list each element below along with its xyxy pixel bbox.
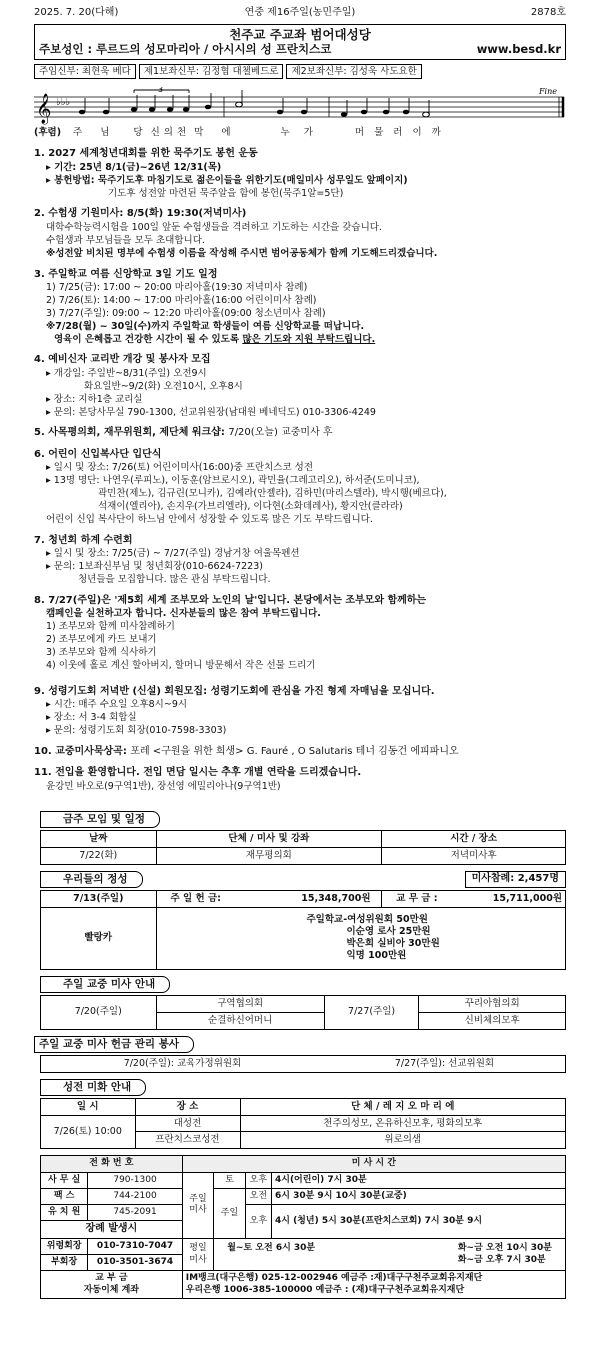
announcement-line: 곽민찬(제노), 김규린(모니카), 김예라(안젤라), 김하민(마리스텔라), 박시행(베르다), (98, 488, 447, 500)
lyric: 의 (163, 127, 173, 139)
lyric: 가 (303, 127, 313, 139)
announcement-line: ▸ 문의: 1보좌신부님 및 청년회장(010-6624-7223) (46, 561, 263, 573)
special-offering-line: 이순영 로사 25만원 (346, 926, 431, 938)
offering-table (40, 890, 566, 970)
cash-service-table (40, 1055, 566, 1073)
announcement-line: ▸ 개강일: 주일반~8/31(주일) 오전9시 (46, 367, 207, 379)
announcement-line: ▸ 일시 및 장소: 7/25(금) ~ 7/27(주일) 경남거창 여울목펜션 (46, 548, 300, 560)
table-header: 미 사 시 간 (182, 1156, 565, 1172)
table-cell: 오전 (245, 1188, 271, 1204)
issue-number: 2878호 (530, 7, 566, 18)
cleaning-table (40, 1098, 566, 1150)
announcement-7-title: 7. 청년회 하계 수련회 (34, 534, 133, 546)
table-header: 단 체 / 레 지 오 마 리 에 (240, 1098, 566, 1115)
lyric: 님 (100, 127, 110, 139)
announcement-line: 2) 조부모에게 카드 보내기 (46, 634, 157, 646)
lyric: 천 (176, 127, 187, 139)
lyric: 주 (73, 127, 83, 139)
meetings-heading: 금주 모임 및 일정 (40, 811, 160, 828)
table-header: 일 시 (41, 1098, 136, 1115)
table-cell: 사 무 실 (41, 1172, 88, 1188)
table-cell: 구역협의회 (156, 995, 324, 1012)
announcement-5-title (34, 427, 566, 440)
announcement-line: 청년들을 모집합니다. 많은 관심 부탁드립니다. (78, 574, 271, 585)
announcement-line: ▸ 봉헌방법: 묵주기도후 마침기도로 젊은이들을 위한기도(매일미사 성무일도 앞페이지) (46, 174, 408, 186)
announcement-2-title: 2. 수험생 기원미사: 8/5(화) 19:30(저녁미사) (34, 208, 247, 220)
announcement-line: ▸ 장소: 서 3-4 회합실 (46, 712, 137, 724)
special-offering-line: 주일학교-여성위원회 50만원 (306, 914, 428, 926)
announcement-line: ▸ 문의: 성령기도회 회장(010-7598-3303) (46, 725, 227, 736)
offering-amount: 15,348,700원 (257, 890, 381, 907)
lyric: 까 (431, 127, 441, 139)
announcement-line: 석재이(엘리아), 손지우(가브리엘라), 이다현(소화데레사), 황지안(클라라) (98, 501, 403, 512)
announcement-line: 1) 7/25(금): 17:00 ~ 20:00 마리아홀(19:30 저녁미사 참례) (46, 282, 308, 293)
table-cell: 재무평의회 (156, 847, 382, 864)
table-cell: 7/27(주일): 선교위원회 (324, 1055, 566, 1072)
announcement-line: ▸ 일시 및 장소: 7/26(토) 어린이미사(16:00)중 프란치스코 성전 (46, 462, 314, 474)
svg-text:3: 3 (158, 87, 164, 95)
table-cell: 7/26(토) 10:00 (41, 1115, 136, 1149)
announcement-line: 수험생과 부모님들을 모두 초대합니다. (46, 234, 205, 246)
table-header: 날짜 (41, 830, 157, 847)
svg-text:Fine: Fine (539, 87, 557, 97)
lyrics-row (34, 127, 566, 139)
announcement-line: ▸ 13명 명단: 나연우(루피노), 이동훈(암브로시오), 곽민율(그레고리오), 하서준(도미니코), (46, 475, 420, 487)
announcement-line: 2) 7/26(토): 14:00 ~ 17:00 마리아홀(16:00 어린이미사 참례) (46, 294, 317, 306)
table-cell: 7/20(주일): 교육가정위원회 (41, 1055, 324, 1072)
table-cell: 4시(어린이) 7시 30분 (271, 1172, 565, 1188)
offering-date: 7/13(주일) (41, 890, 157, 907)
announcement-4-title: 4. 예비신자 교리반 개강 및 봉사자 모집 (34, 354, 211, 366)
svg-text:𝄞: 𝄞 (36, 94, 52, 125)
table-row (41, 847, 566, 864)
pastor-assistant-1: 제1보좌신부: 김정협 대첼베드로 (139, 64, 284, 80)
special-offering-line: 익명 100만원 (346, 950, 407, 961)
table-cell: 010-7310-7047 (88, 1238, 182, 1254)
lyric: 신 (150, 127, 160, 139)
announcement-line: 대학수학능력시험을 100일 앞둔 수험생들을 격려하고 기도하는 시간을 갖습니다. (46, 221, 382, 233)
offering-heading: 우리들의 정성 (40, 871, 143, 888)
announcement-line: ▸ 문의: 본당사무실 790-1300, 선교위원장(남대원 베네딕도) 010-3306-4249 (46, 406, 376, 418)
table-row (41, 1115, 566, 1132)
table-cell: 토 (214, 1172, 246, 1188)
table-header: 시간 / 장소 (382, 830, 566, 847)
offering-label: 주 일 헌 금: (170, 892, 221, 904)
patron-saints: 주보성인 : 루르드의 성모마리아 / 아시시의 성 프란치스코 (39, 42, 332, 57)
table-cell: 프란치스코성전 (135, 1132, 240, 1149)
refrain-label: (후렴) (34, 127, 62, 139)
table-cell: 오후 (245, 1172, 271, 1188)
table-cell: 대성전 (135, 1115, 240, 1132)
table-cell: 신비체의모후 (419, 1012, 566, 1029)
table-cell: 744-2100 (88, 1188, 182, 1204)
table-cell: 위로의샘 (240, 1132, 566, 1149)
announcement-11-title: 11. 전입을 환영합니다. 전입 면담 일시는 추후 개별 연락을 드리겠습니다. (34, 767, 362, 779)
announcement-8-title: 8. 7/27(주일)은 '제5회 세계 조부모와 노인의 날'입니다. 본당에서는 조부모와 함께하는 (34, 594, 427, 606)
announcement-10-detail: 포레 <구원을 위한 희생> G. Fauré , O Salutaris 테너 김동건 에피파니오 (130, 745, 459, 757)
announcement-10-title (34, 746, 566, 759)
table-cell: 순결하신어머니 (156, 1012, 324, 1029)
announcement-5-detail: 7/20(오늘) 교중미사 후 (228, 427, 333, 439)
pastors-row (34, 64, 566, 80)
table-cell: 팩 스 (41, 1188, 88, 1204)
music-notation-icon (34, 87, 566, 125)
offering-amount: 15,711,000원 (452, 890, 565, 907)
table-cell: 7/27(주일) (324, 995, 419, 1029)
cleaning-heading: 성전 미화 안내 (40, 1079, 146, 1096)
announcement-line: 화요일반~9/2(화) 오전10시, 오후8시 (84, 380, 243, 392)
parish-header (34, 24, 566, 60)
announcement-line: ▸ 장소: 지하1층 교리실 (46, 393, 143, 405)
meetings-table (40, 830, 566, 865)
pastor-assistant-2: 제2보좌신부: 김성욱 사도요한 (286, 64, 421, 80)
table-cell: 교 부 금 자동이체 계좌 (41, 1271, 183, 1299)
mass-guide-heading: 주일 교중 미사 안내 (40, 976, 170, 993)
announcement-6-title: 6. 어린이 신입복사단 입단식 (34, 448, 162, 460)
table-cell: 4시 (청년) 5시 30분(프란치스코회) 7시 30분 9시 (271, 1205, 565, 1239)
liturgical-season: 연중 제16주일(농민주일) (244, 7, 356, 18)
announcement-line: ※7/28(월) ~ 30일(수)까지 주일학교 학생들이 여름 신앙학교를 떠납니다. (46, 320, 365, 332)
table-cell: 745-2091 (88, 1205, 182, 1221)
parish-title: 천주교 주교좌 범어대성당 (229, 26, 371, 42)
table-cell: 위령회장 (41, 1238, 88, 1254)
table-cell: 주일 (214, 1188, 246, 1238)
lyric: 러 (393, 127, 403, 139)
table-cell: 유 치 원 (41, 1205, 88, 1221)
announcements (34, 148, 566, 793)
offering-label: 교 무 금 : (381, 890, 452, 907)
announcement-line: 캠페인을 실천하고자 합니다. 신자분들의 많은 참여 부탁드립니다. (46, 608, 321, 620)
table-cell: 화~금 오전 10시 30분 (457, 1243, 552, 1254)
announcement-10-label: 10. 교중미사묵상곡: (34, 745, 127, 757)
website-link[interactable]: www.besd.kr (476, 42, 561, 57)
mass-guide-table (40, 995, 566, 1030)
lyric: 에 (221, 127, 231, 139)
table-cell: 010-3501-3674 (88, 1255, 182, 1271)
mass-attendance-badge: 미사참례: 2,457명 (465, 871, 566, 888)
announcement-line: ▸ 시간: 매주 수요일 오후8시~9시 (46, 699, 188, 711)
announcement-line: 3) 7/27(주일): 09:00 ~ 12:20 마리아홀(09:00 청소년미사 참례) (46, 307, 326, 319)
table-header: 장 소 (135, 1098, 240, 1115)
table-cell: 저녁미사후 (382, 847, 566, 864)
table-cell: 오후 (245, 1205, 271, 1239)
table-cell: 부회장 (41, 1255, 88, 1271)
announcement-9-title: 9. 성령기도회 저녁반 (신설) 회원모집: 성령기도회에 관심을 가진 형제 자매님을 모십니다. (34, 685, 435, 697)
bank-account: IM뱅크(대구은행) 025-12-002946 예금주 :재)대구구천주교회유지재단 (185, 1273, 483, 1284)
table-cell: 장례 발생시 (41, 1221, 183, 1239)
music-staff (34, 87, 566, 125)
lyric: 이 (412, 127, 422, 139)
table-cell: 꾸리아협의회 (419, 995, 566, 1012)
announcement-line: 영육이 은혜롭고 건강한 시간이 될 수 있도록 (54, 333, 240, 345)
announcement-line: 어린이 신입 복사단이 하느님 안에서 성장할 수 있도록 많은 기도 부탁드립니다. (46, 513, 373, 525)
svg-text:♭♭♭: ♭♭♭ (56, 97, 71, 109)
announcement-5-label: 5. 사목평의회, 재무위원회, 제단체 워크샵: (34, 427, 225, 439)
announcement-line: 많은 기도와 지원 부탁드립니다. (242, 333, 376, 345)
announcement-line: 기도후 성전앞 마련된 묵주알을 함에 봉헌(묵주1알=5단) (108, 187, 344, 199)
announcement-line: 3) 조부모와 함께 식사하기 (46, 647, 157, 658)
announcement-line: 윤강민 바오로(9구역1반), 장선영 에밀리아나(9구역1반) (46, 780, 281, 792)
announcement-3-title: 3. 주일학교 여름 신앙학교 3일 기도 일정 (34, 268, 218, 280)
lyric: 막 (194, 127, 204, 139)
table-cell: 7/20(주일) (41, 995, 157, 1029)
table-cell: 주일 미사 (182, 1172, 214, 1238)
announcement-line: 1) 조부모와 함께 미사참례하기 (46, 621, 175, 633)
contact-mass-table (40, 1155, 566, 1299)
table-header: 단체 / 미사 및 강좌 (156, 830, 382, 847)
table-cell: 화~금 오후 7시 30분 (457, 1254, 546, 1265)
table-cell: 월~토 오전 6시 30분 (227, 1243, 316, 1254)
announcement-line: ※성전앞 비치된 명부에 수험생 이름을 작성해 주시면 범어공동체가 함께 기도해드리겠습니다. (46, 247, 438, 259)
lyric: 당 (133, 127, 143, 139)
table-cell: 790-1300 (88, 1172, 182, 1188)
pastor-main: 주임신부: 최현욱 베다 (34, 64, 136, 80)
lyric: 물 (374, 127, 384, 139)
table-cell: 평일 미사 (182, 1238, 214, 1271)
table-cell: 6시 30분 9시 10시 30분(교중) (271, 1188, 565, 1204)
top-bar (0, 0, 600, 20)
announcement-line: ▸ 기간: 25년 8/1(금)~26년 12/31(목) (46, 161, 222, 173)
announcement-1-title: 1. 2027 세계청년대회를 위한 묵주기도 봉헌 운동 (34, 148, 258, 160)
table-header: 전 화 번 호 (41, 1156, 183, 1172)
bulletin-date: 2025. 7. 20(다해) (34, 7, 119, 18)
table-cell: 천주의성모, 온유하신모후, 평화의모후 (240, 1115, 566, 1132)
special-offering-label: 빨랑카 (41, 907, 157, 969)
lyric: 누 (280, 127, 290, 139)
table-cell: 7/22(화) (41, 847, 157, 864)
special-offering-line: 박은희 실비아 30만원 (346, 938, 440, 950)
cash-service-heading: 주일 교중 미사 헌금 관리 봉사 (34, 1036, 194, 1053)
lyric: 머 (354, 127, 365, 139)
bank-account: 우리은행 1006-385-100000 예금주 : (재)대구구천주교회유지재단 (185, 1284, 465, 1295)
announcement-line: 4) 이웃에 홀로 계신 할아버지, 할머니 방문해서 작은 선물 드리기 (46, 659, 316, 671)
